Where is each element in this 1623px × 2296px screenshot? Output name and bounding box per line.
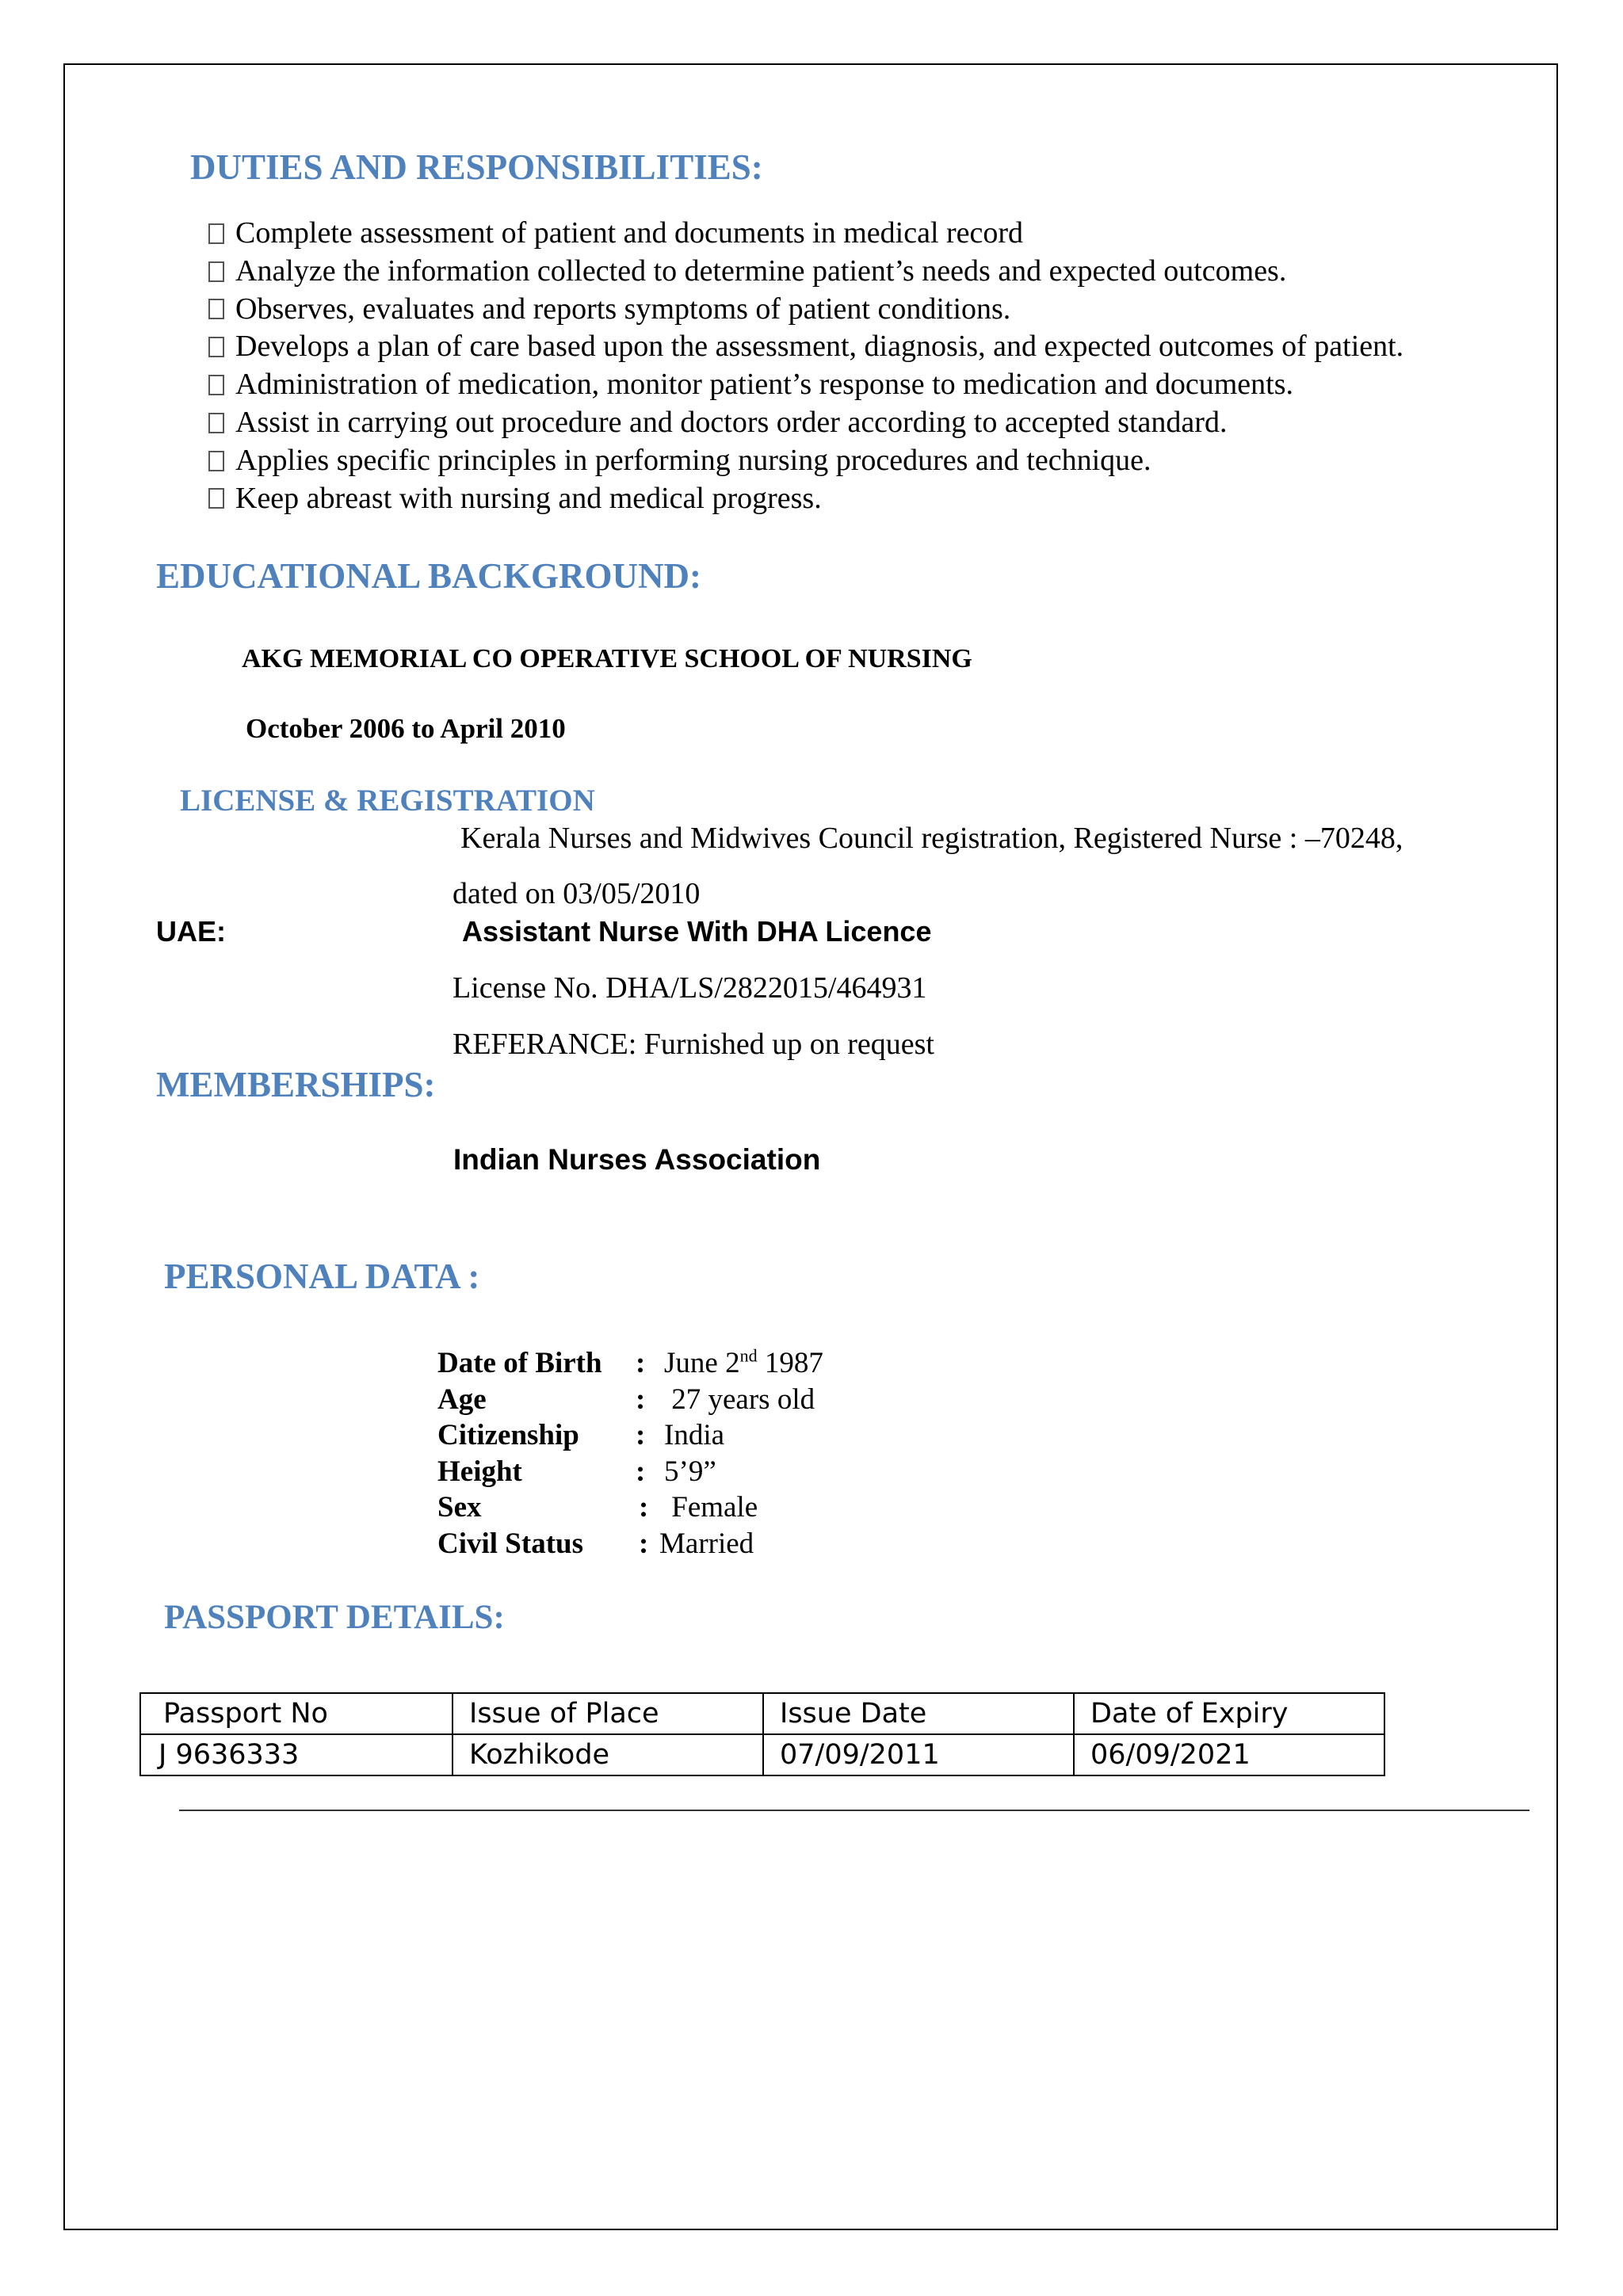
passport-table bbox=[139, 1692, 1385, 1776]
reference-note: REFERANCE: Furnished up on request bbox=[453, 1028, 934, 1061]
cell-issue-date: 07/09/2011 bbox=[763, 1734, 1074, 1775]
age-label: Age bbox=[437, 1383, 487, 1416]
school-name: AKG MEMORIAL CO OPERATIVE SCHOOL OF NURSING bbox=[242, 644, 972, 673]
list-item: Complete assessment of patient and documents in medical record bbox=[208, 215, 1403, 253]
table-header-row bbox=[140, 1693, 1384, 1734]
bullet-box-icon bbox=[208, 337, 224, 357]
passport-heading: PASSPORT DETAILS: bbox=[164, 1599, 505, 1636]
age-value: 27 years old bbox=[664, 1383, 815, 1416]
membership-item: Indian Nurses Association bbox=[453, 1143, 821, 1176]
bullet-box-icon bbox=[208, 299, 224, 319]
cell-issue-place: Kozhikode bbox=[453, 1734, 763, 1775]
bullet-box-icon bbox=[208, 223, 224, 244]
education-heading: EDUCATIONAL BACKGROUND: bbox=[156, 556, 701, 596]
bullet-box-icon bbox=[208, 261, 224, 282]
cell-expiry-date: 06/09/2021 bbox=[1074, 1734, 1384, 1775]
list-item: Keep abreast with nursing and medical progress. bbox=[208, 480, 1403, 518]
uae-license-title: Assistant Nurse With DHA Licence bbox=[462, 915, 932, 948]
duties-heading: DUTIES AND RESPONSIBILITIES: bbox=[190, 147, 763, 187]
memberships-heading: MEMBERSHIPS: bbox=[156, 1065, 436, 1104]
colon: : bbox=[636, 1383, 646, 1416]
colon: : bbox=[636, 1419, 646, 1452]
personal-heading: PERSONAL DATA : bbox=[164, 1257, 480, 1296]
list-item: Applies specific principles in performing nursing procedures and technique. bbox=[208, 442, 1403, 480]
footer-divider bbox=[179, 1810, 1529, 1811]
license-heading: LICENSE & REGISTRATION bbox=[180, 784, 595, 818]
registration-line-1: Kerala Nurses and Midwives Council registration, Registered Nurse : –70248, bbox=[460, 822, 1403, 855]
header-issue-place: Issue of Place bbox=[453, 1693, 763, 1734]
bullet-box-icon bbox=[208, 488, 224, 509]
citizenship-label: Citizenship bbox=[437, 1419, 579, 1452]
bullet-box-icon bbox=[208, 451, 224, 471]
sex-label: Sex bbox=[437, 1491, 482, 1524]
header-expiry-date: Date of Expiry bbox=[1074, 1693, 1384, 1734]
citizenship-value: India bbox=[664, 1419, 725, 1452]
height-label: Height bbox=[437, 1455, 522, 1488]
header-issue-date: Issue Date bbox=[763, 1693, 1074, 1734]
header-passport-no: Passport No bbox=[140, 1693, 453, 1734]
bullet-box-icon bbox=[208, 375, 224, 395]
education-period: October 2006 to April 2010 bbox=[246, 713, 566, 744]
cell-passport-no: J 9636333 bbox=[140, 1734, 453, 1775]
list-item: Observes, evaluates and reports symptoms of patient conditions. bbox=[208, 291, 1403, 329]
license-number: License No. DHA/LS/2822015/464931 bbox=[453, 971, 927, 1005]
colon: : bbox=[639, 1491, 649, 1524]
colon: : bbox=[636, 1455, 646, 1488]
duties-list bbox=[208, 215, 1403, 517]
uae-label: UAE: bbox=[156, 915, 226, 948]
colon: : bbox=[636, 1347, 646, 1379]
list-item: Assist in carrying out procedure and doctors order according to accepted standard. bbox=[208, 404, 1403, 442]
height-value: 5’9” bbox=[664, 1455, 716, 1488]
colon: : bbox=[639, 1527, 649, 1560]
bullet-box-icon bbox=[208, 413, 224, 433]
dob-value: June 2nd 1987 bbox=[664, 1345, 823, 1379]
list-item: Administration of medication, monitor patient’s response to medication and documents. bbox=[208, 366, 1403, 404]
list-item: Develops a plan of care based upon the assessment, diagnosis, and expected outcomes of patient. bbox=[208, 328, 1403, 366]
table-row bbox=[140, 1734, 1384, 1775]
sex-value: Female bbox=[664, 1491, 758, 1524]
registration-line-2: dated on 03/05/2010 bbox=[453, 877, 701, 910]
civil-status-value: Married bbox=[659, 1527, 754, 1560]
dob-label: Date of Birth bbox=[437, 1347, 602, 1379]
civil-status-label: Civil Status bbox=[437, 1527, 584, 1560]
list-item: Analyze the information collected to determine patient’s needs and expected outcomes. bbox=[208, 253, 1403, 291]
